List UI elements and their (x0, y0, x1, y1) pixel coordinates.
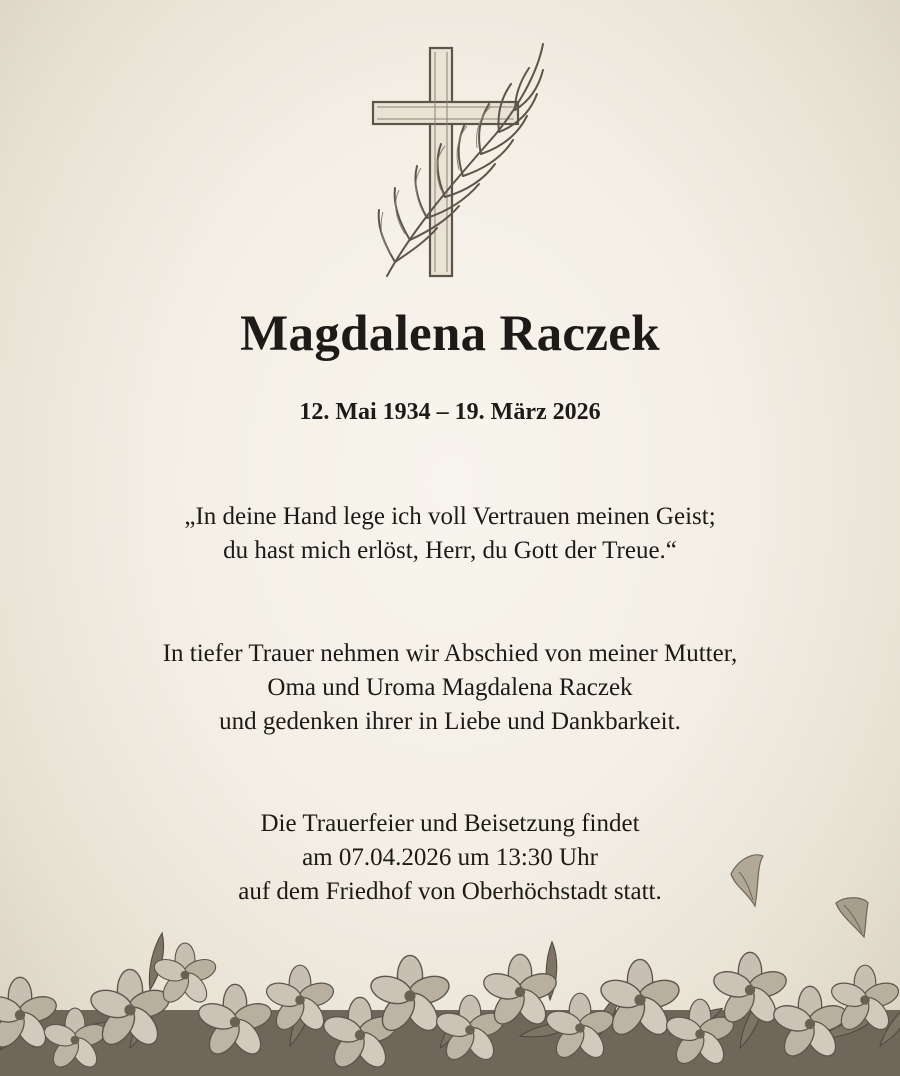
mourning-line: und gedenken ihrer in Liebe und Dankbarkeit. (219, 708, 681, 735)
mourning-text (0, 637, 900, 739)
funeral-line: auf dem Friedhof von Oberhöchstadt statt. (238, 878, 662, 905)
mourning-line: Oma und Uroma Magdalena Raczek (267, 674, 633, 701)
quote-line: du hast mich erlöst, Herr, du Gott der Treue.“ (223, 537, 677, 564)
quote-line: „In deine Hand lege ich voll Vertrauen meinen Geist; (184, 503, 716, 530)
deceased-name: Magdalena Raczek (240, 306, 660, 362)
falling-petal-icon (725, 848, 770, 910)
funeral-line: Die Trauerfeier und Beisetzung findet (260, 810, 640, 837)
cross-palm-icon (365, 40, 560, 280)
funeral-line: am 07.04.2026 um 13:30 Uhr (302, 844, 598, 871)
mourning-line: In tiefer Trauer nehmen wir Abschied von meiner Mutter, (162, 640, 738, 667)
life-dates: 12. Mai 1934 – 19. März 2026 (299, 399, 601, 425)
bible-quote (0, 500, 900, 568)
flower-border (0, 930, 900, 1076)
